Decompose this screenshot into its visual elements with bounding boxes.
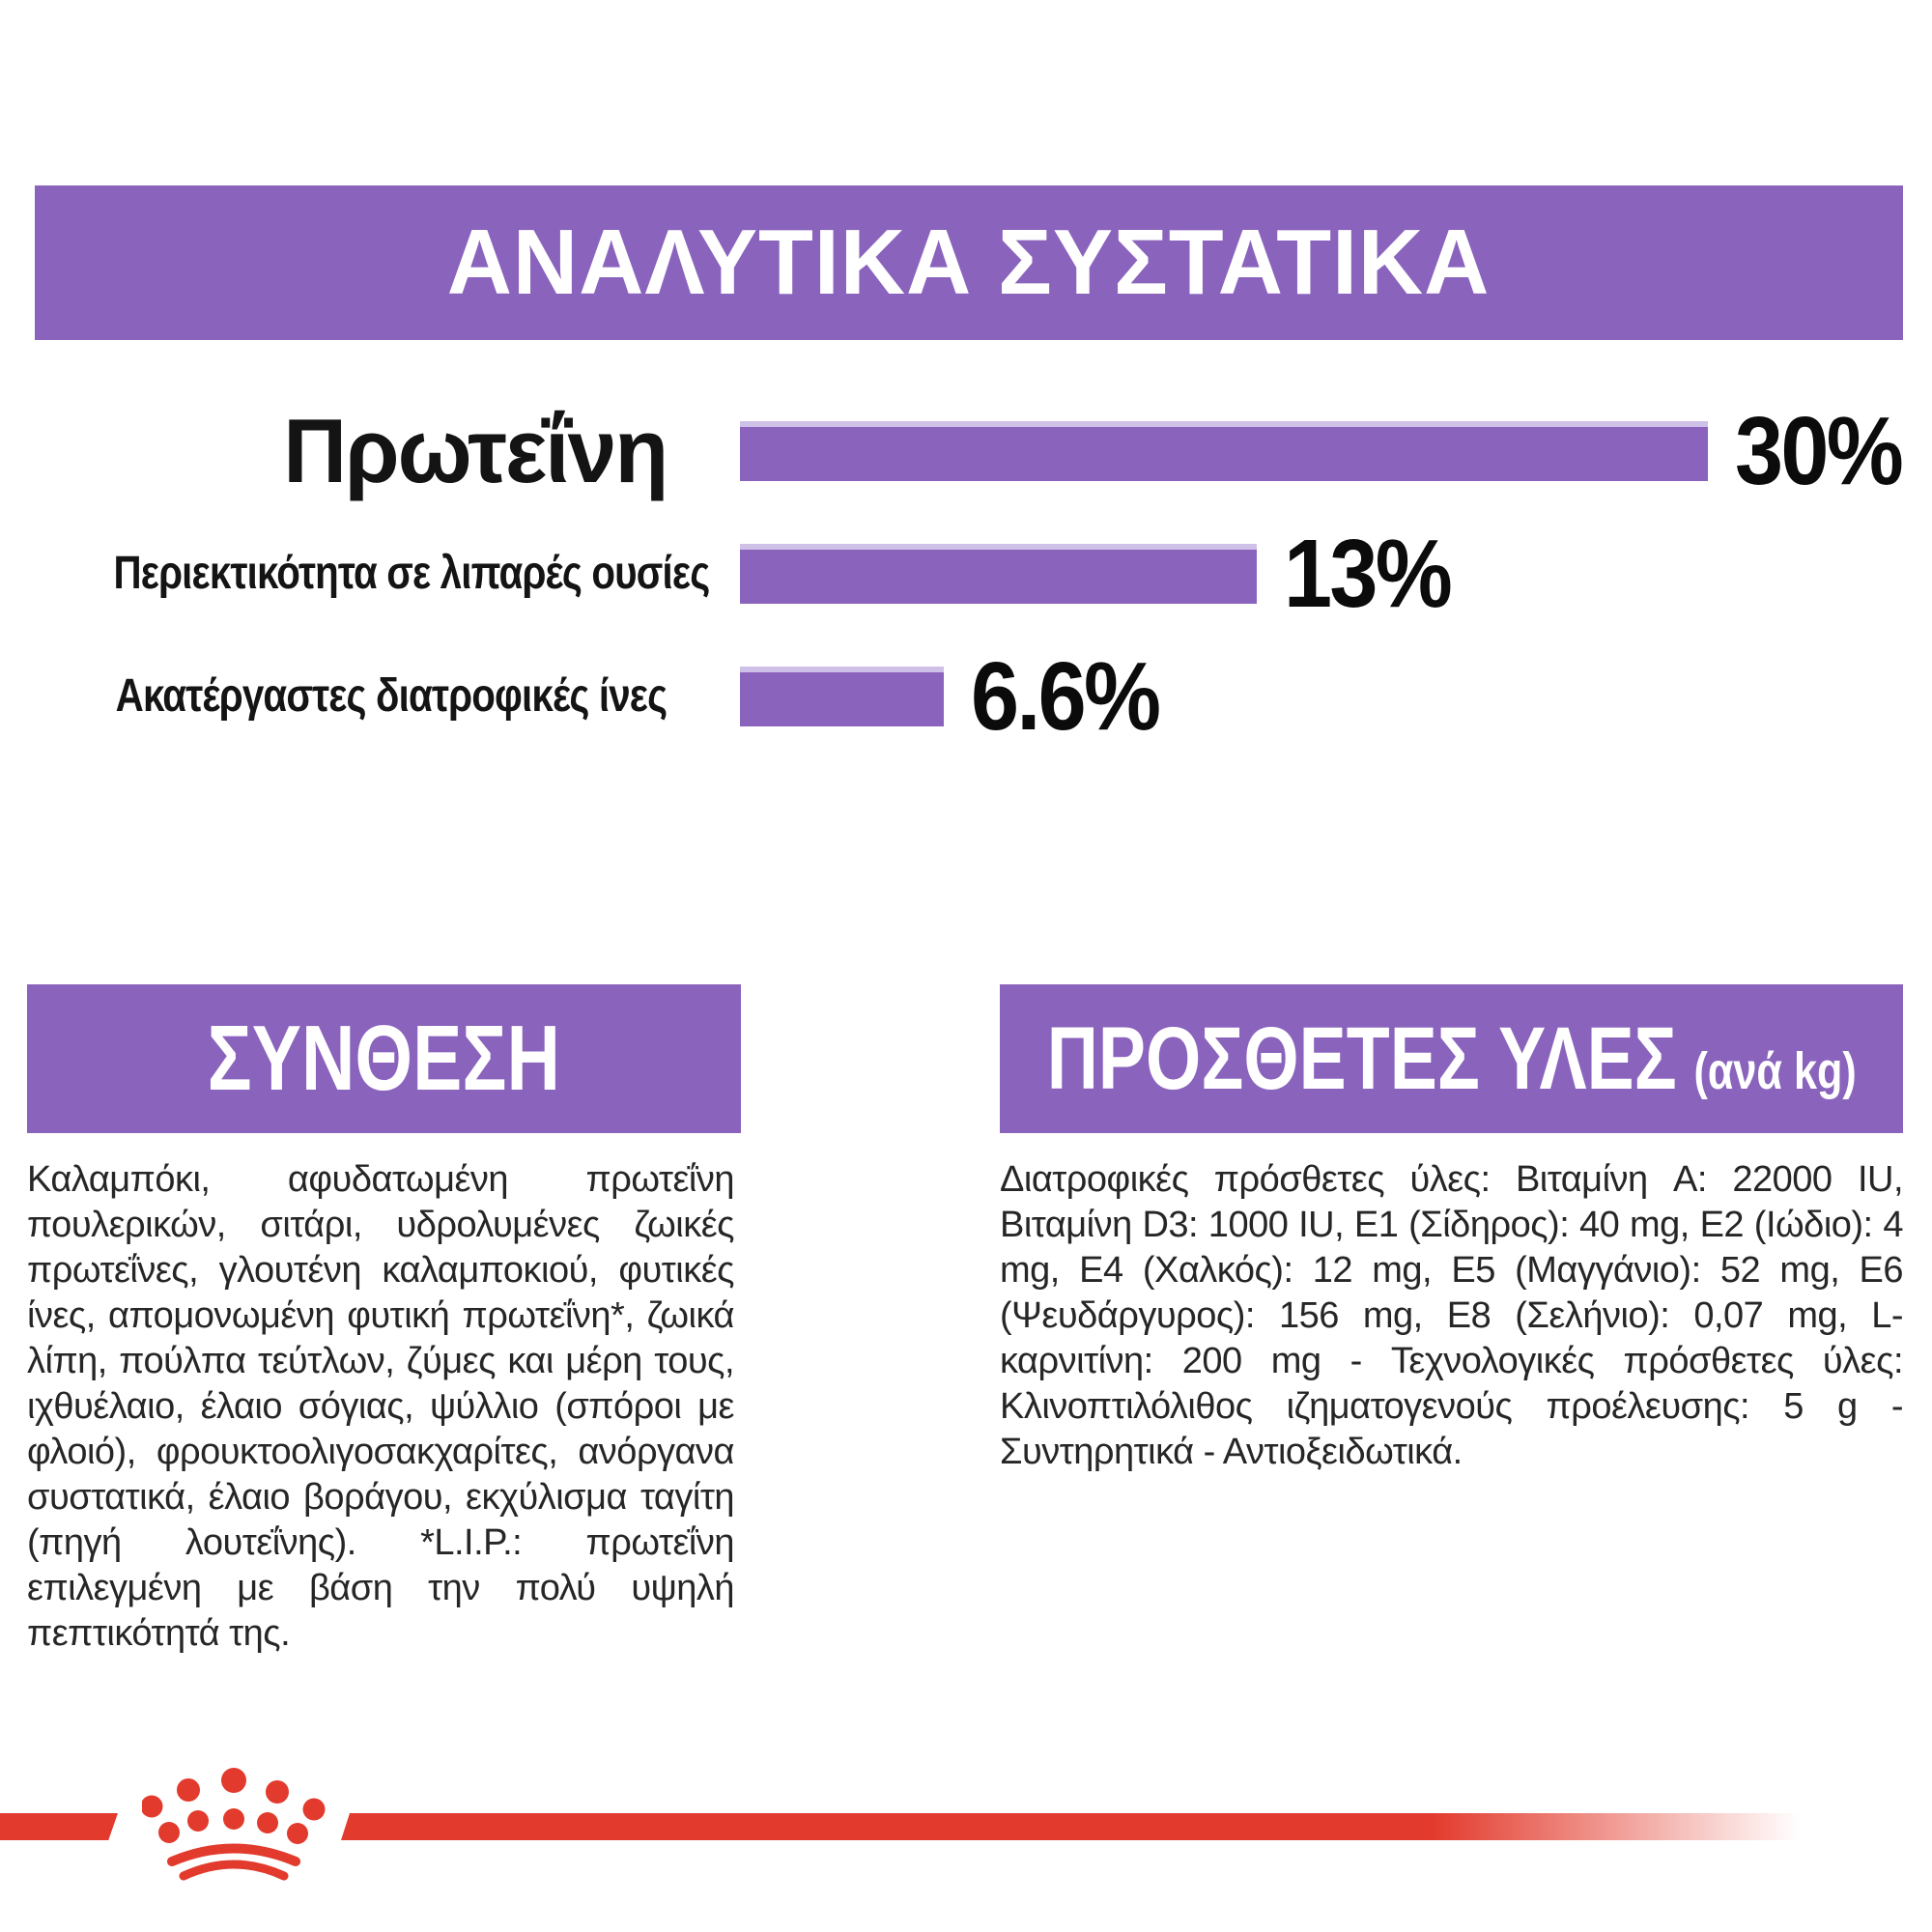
analytical-constituents-title: ΑΝΑΛΥΤΙΚΑ ΣΥΣΤΑΤΙΚΑ [447,211,1491,314]
protein-bar [740,421,1708,481]
fat-label: Περιεκτικότητα σε λιπαρές ουσίες [113,548,710,599]
composition-banner [27,984,741,1133]
red-band-left [0,1813,118,1840]
additives-title: ΠΡΟΣΘΕΤΕΣ ΥΛΕΣ [1046,1009,1677,1108]
chart-row-fiber [0,641,1932,751]
fiber-value: 6.6% [971,641,1159,751]
red-band-right [341,1813,1814,1840]
additives-banner [1000,984,1903,1133]
chart-row-fat [0,519,1932,628]
fat-value: 13% [1284,519,1451,628]
royal-canin-crown-icon [142,1768,326,1884]
chart-row-protein [0,396,1932,505]
fiber-bar [740,667,944,726]
additives-body: Διατροφικές πρόσθετες ύλες: Βιταμίνη A: 22000 IU, Βιταμίνη D3: 1000 IU, E1 (Σίδηρος): 40 mg, E2 (Ιώδιο): 4 mg, E4 (Χαλκός): 12 mg, E5 (Μαγγάνιο): 52 mg, E6 (Ψευδάργυρος): 156 mg, E8 (Σελήνιο): 0,07 mg, L-καρνιτίνη: 200 mg - Τεχνολογικές πρόσθετες ύλες: Κλινοπτιλόλιθος ιζηματογενούς προέλευσης: 5 g - Συντηρητικά - Αντιοξειδωτικά. [1000,1159,1903,1472]
composition-title: ΣΥΝΘΕΣΗ [207,1007,561,1110]
composition-body: Καλαμπόκι, αφυδατωμένη πρωτεΐνη πουλερικών, σιτάρι, υδρολυμένες ζωικές πρωτεΐνες, γλουτένη καλαμποκιού, φυτικές ίνες, απομονωμένη φυτική πρωτεΐνη*, ζωικά λίπη, πούλπα τεύτλων, ζύμες και μέρη τους, ιχθυέλαιο, έλαιο σόγιας, ψύλλιο (σπόροι με φλοιό), φρουκτοολιγοσακχαρίτες, ανόργανα συστατικά, έλαιο βοράγου, εκχύλισμα ταγίτη (πηγή λουτεΐνης). *L.I.P.: πρωτεΐνη επιλεγμένη με βάση την πολύ υψηλή πεπτικότητά της. [27,1159,734,1654]
additives-title-suffix: (ανά kg) [1693,1041,1857,1100]
protein-value: 30% [1735,396,1902,505]
nutrient-bar-chart [0,0,1932,802]
fat-bar [740,544,1257,604]
fiber-label: Ακατέργαστες διατροφικές ίνες [115,670,667,722]
protein-label: Πρωτεΐνη [283,400,667,501]
